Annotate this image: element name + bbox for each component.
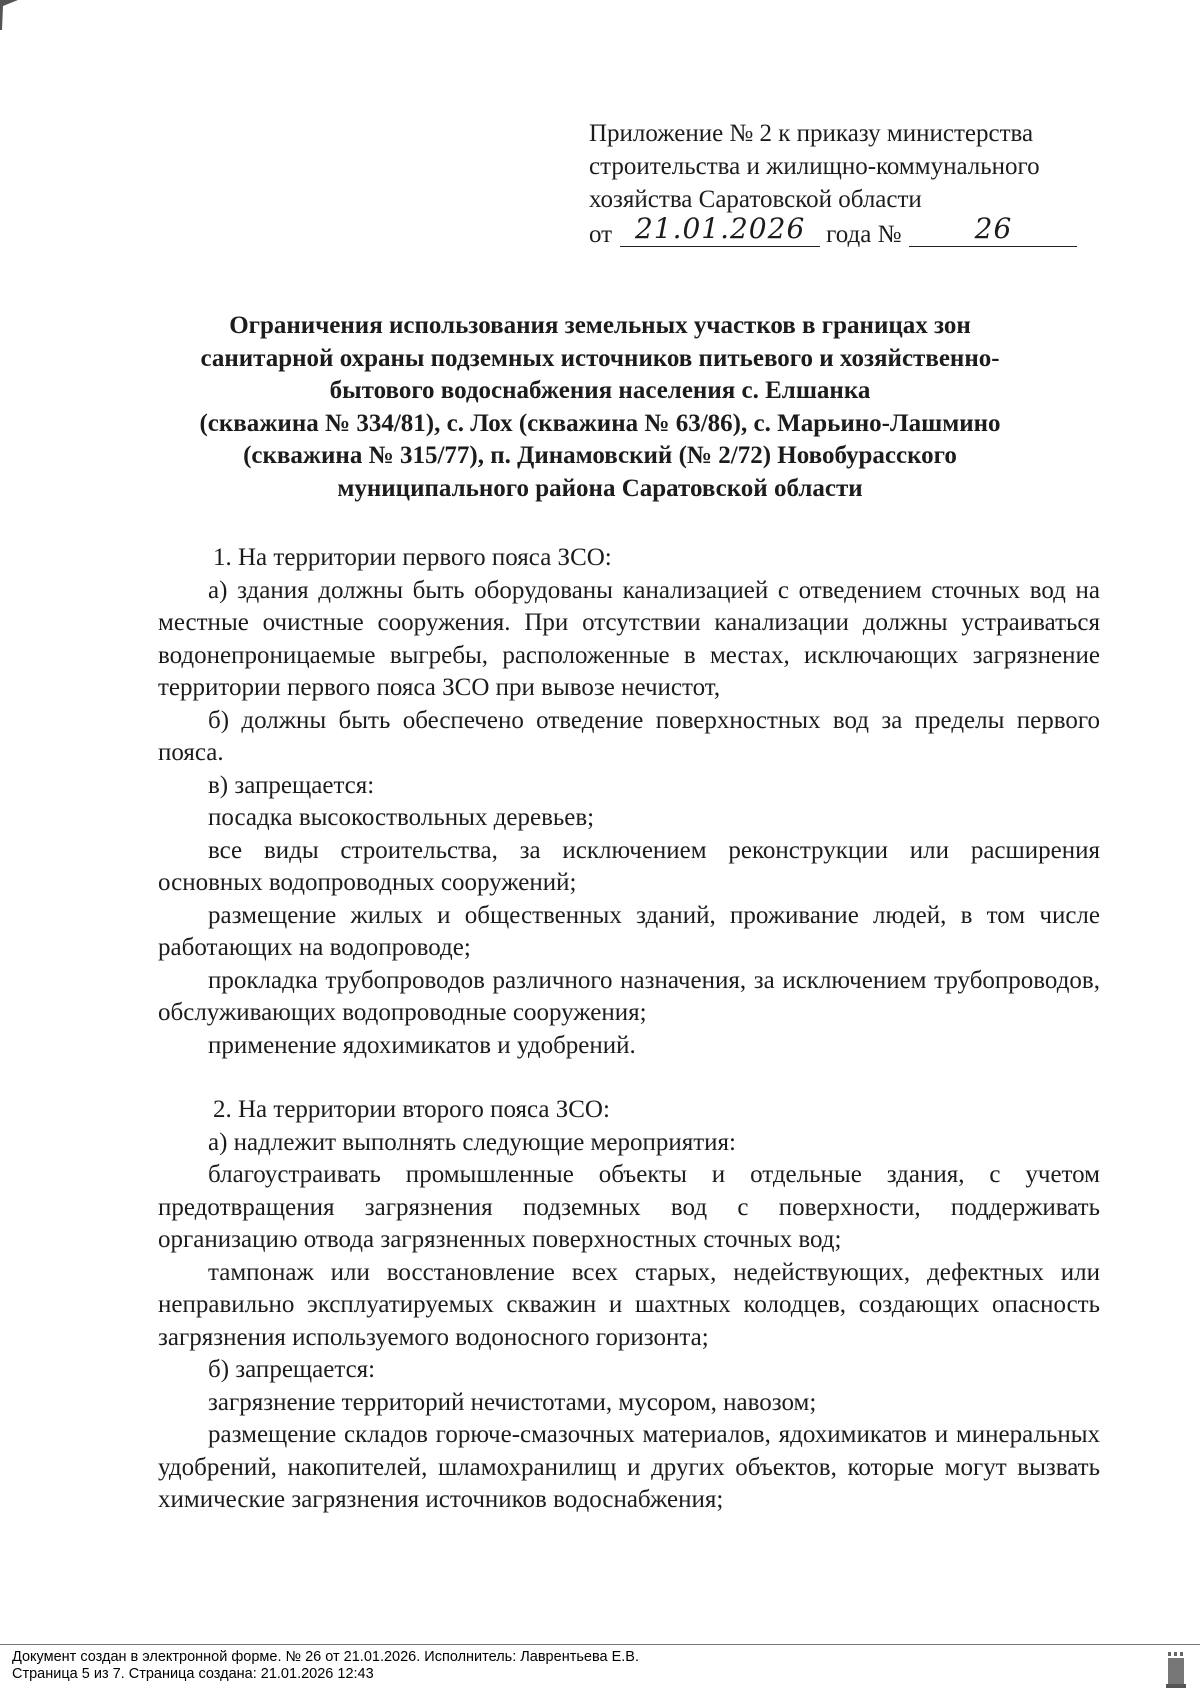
appendix-line-1: Приложение № 2 к приказу министерства [589,120,1034,147]
document-body [158,542,1100,1517]
scan-corner-mark-icon [0,0,18,30]
section-1-prohibition: прокладка трубопроводов различного назначения, за исключением трубопроводов, обслуживающих водопроводные сооружения; [158,966,1100,1026]
title-line: бытового водоснабжения населения с. Елшанка [329,377,871,404]
handwritten-date: 21.01.2026 [634,212,806,245]
number-blank [909,212,1077,247]
appendix-date-line [589,212,1109,251]
title-line: Ограничения использования земельных участков в границах зон [229,312,971,339]
section-1-prohibition: размещение жилых и общественных зданий, проживание людей, в том числе работающих на водопроводе; [158,901,1100,961]
year-number-label: года № [826,221,902,248]
date-blank [620,212,820,247]
section-1-prohibition: все виды строительства, за исключением реконструкции или расширения основных водопроводных сооружений; [158,836,1100,896]
title-line: (скважина № 334/81), с. Лох (скважина № 63/86), с. Марьино-Лашмино [199,409,1001,437]
section-1-heading: 1. На территории первого пояса ЗСО: [213,544,612,571]
section-2-item-b: б) запрещается: [208,1356,376,1383]
document-stamp-icon [1166,1652,1186,1688]
handwritten-number: 26 [974,212,1013,245]
section-2-heading: 2. На территории второго пояса ЗСО: [213,1096,610,1123]
title-line: санитарной охраны подземных источников питьевого и хозяйственно- [200,344,1000,372]
section-2-prohibition: загрязнение территорий нечистотами, мусором, навозом; [208,1388,817,1416]
section-2-item-a: а) надлежит выполнять следующие мероприятия: [208,1128,736,1156]
document-title [150,310,1050,505]
footer-line-2: Страница 5 из 7. Страница создана: 21.01.2026 12:43 [12,1666,374,1682]
section-2-measure: благоустраивать промышленные объекты и отдельные здания, с учетом предотвращения загрязнения подземных вод с поверхности, поддерживать организацию отвода загрязненных поверхностных сточных вод; [158,1161,1100,1253]
appendix-line-2: строительства и жилищно-коммунального [589,153,1040,180]
footer-divider [0,1644,1200,1645]
title-line: (скважина № 315/77), п. Динамовский (№ 2/72) Новобурасского [243,442,957,469]
section-1-prohibition: применение ядохимикатов и удобрений. [208,1031,636,1059]
title-line: муниципального района Саратовской области [337,474,863,502]
electronic-document-footer [12,1649,1112,1683]
from-label: от [589,221,613,248]
section-1-prohibition: посадка высокоствольных деревьев; [208,804,595,831]
section-1-item-v: в) запрещается: [208,771,375,799]
footer-line-1: Документ создан в электронной форме. № 26 от 21.01.2026. Исполнитель: Лаврентьева Е.В. [12,1649,639,1665]
section-1-item-a: а) здания должны быть оборудованы канализацией с отведением сточных вод на местные очистные сооружения. При отсутствии канализации должны устраиваться водонепроницаемые выгребы, расположенные в местах, исключающих загрязнение территории первого пояса ЗСО при вывозе нечистот, [158,576,1100,701]
appendix-block [589,117,1109,251]
section-2-prohibition: размещение складов горюче-смазочных материалов, ядохимикатов и минеральных удобрений, накопителей, шламохранилищ и других объектов, которые могут вызвать химические загрязнения источников водоснабжения; [158,1421,1100,1513]
section-2-measure: тампонаж или восстановление всех старых, недействующих, дефектных или неправильно эксплуатируемых скважин и шахтных колодцев, создающих опасность загрязнения используемого водоносного горизонта; [158,1258,1100,1351]
appendix-line-3: хозяйства Саратовской области [589,186,922,213]
section-1-item-b: б) должны быть обеспечено отведение поверхностных вод за пределы первого пояса. [158,706,1100,766]
